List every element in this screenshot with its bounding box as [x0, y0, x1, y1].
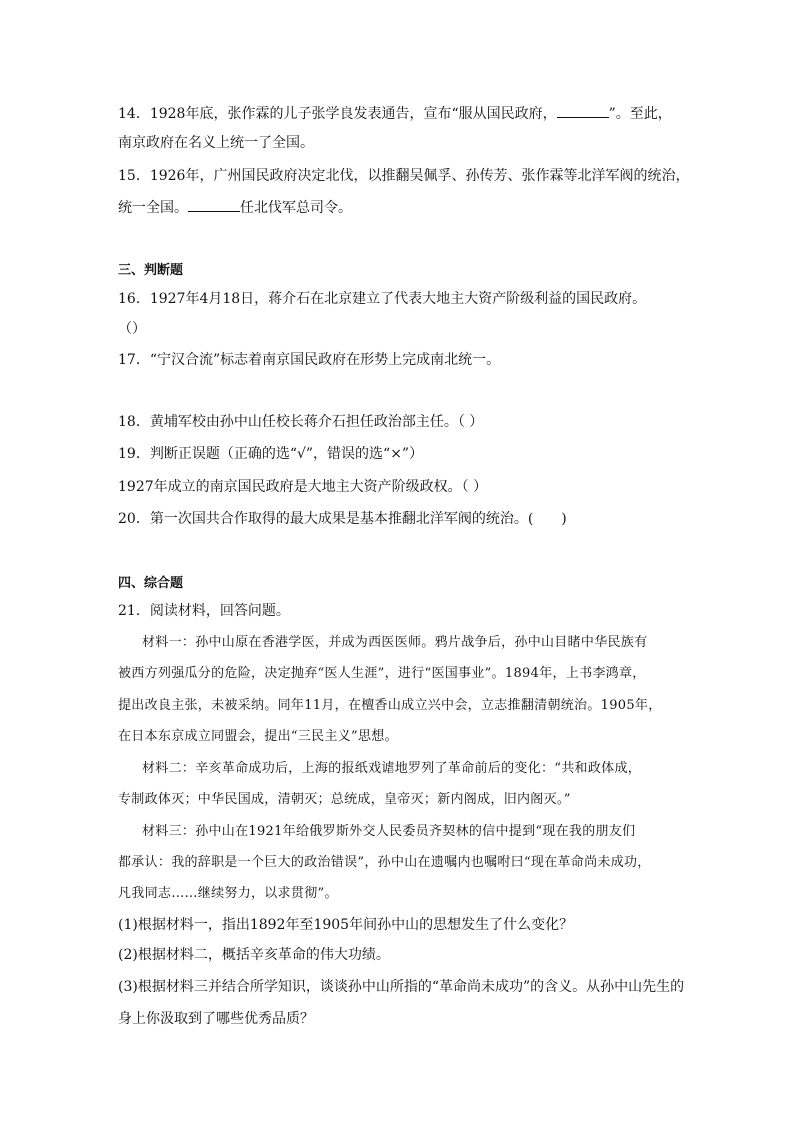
answer-blank-14[interactable] — [557, 104, 609, 118]
question-15-text-a: 统一全国。 — [118, 200, 188, 216]
question-14-line-1 — [118, 104, 672, 123]
material-3-line-2: 都承认：我的辞职是一个巨大的政治错误”，孙中山在遗嘱内也嘱咐曰“现在革命尚未成功， — [118, 855, 651, 870]
question-16-line-1: 16．1927年4月18日，蒋介石在北京建立了代表大地主大资产阶级利益的国民政府。 — [118, 291, 647, 307]
sub-question-1: (1)根据材料一，指出1892年至1905年间孙中山的思想发生了什么变化？ — [118, 917, 574, 933]
material-1-line-2: 被西方列强瓜分的危险，决定抛弃“医人生涯”，进行“医国事业”。1894年，上书李鸿章， — [118, 666, 646, 681]
question-18: 18．黄埔军校由孙中山任校长蒋介石担任政治部主任。（ ） — [118, 414, 484, 430]
material-1-line-1: 材料一：孙中山原在香港学医，并成为西医医师。鸦片战争后，孙中山目睹中华民族有 — [142, 635, 648, 650]
question-14-text-a: 14．1928年底，张作霖的儿子张学良发表通告，宣布“服从国民政府， — [118, 106, 557, 122]
question-15-text-b: 任北伐军总司令。 — [240, 200, 352, 216]
question-14-line-2: 南京政府在名义上统一了全国。 — [118, 135, 314, 151]
material-2-line-2: 专制政体灭；中华民国成，清朝灭；总统成，皇帝灭；新内阁成，旧内阁灭。” — [118, 792, 571, 807]
question-14-text-b: ”。至此， — [608, 106, 672, 122]
question-15-line-1: 15．1926年，广州国民政府决定北伐，以推翻吴佩孚、孙传芳、张作霖等北洋军阀的统治， — [118, 168, 690, 184]
section-4-heading: 四、综合题 — [118, 576, 184, 591]
material-3-line-1: 材料三：孙中山在1921年给俄罗斯外交人民委员齐契林的信中提到“现在我的朋友们 — [142, 824, 636, 839]
sub-question-3-line-2: 身上你汲取到了哪些优秀品质？ — [118, 1011, 314, 1027]
question-19-statement: 1927年成立的南京国民政府是大地主大资产阶级政权。（ ） — [118, 479, 488, 495]
question-19: 19．判断正误题（正确的选“√”，错误的选“×”） — [118, 446, 424, 462]
sub-question-2: (2)根据材料二，概括辛亥革命的伟大功绩。 — [118, 947, 390, 963]
question-21: 21．阅读材料，回答问题。 — [118, 603, 290, 619]
question-16-line-2: （） — [118, 321, 146, 337]
answer-blank-15[interactable] — [188, 198, 240, 212]
worksheet-page — [118, 0, 688, 1123]
section-3-heading: 三、判断题 — [118, 263, 184, 278]
sub-question-3-line-1: (3)根据材料三并结合所学知识，谈谈孙中山所指的“革命尚未成功”的含义。从孙中山先生的 — [118, 979, 685, 995]
material-1-line-3: 提出改良主张，未被采纳。同年11月，在檀香山成立兴中会，立志推翻清朝统治。1905年， — [118, 698, 662, 713]
material-1-line-4: 在日本东京成立同盟会，提出“三民主义”思想。 — [118, 729, 398, 744]
question-20: 20．第一次国共合作取得的最大成果是基本推翻北洋军阀的统治。( ) — [118, 511, 567, 527]
material-3-line-3: 凡我同志……继续努力，以求贯彻”。 — [118, 886, 338, 901]
question-17: 17．“宁汉合流”标志着南京国民政府在形势上完成南北统一。 — [118, 352, 501, 368]
material-2-line-1: 材料二：辛亥革命成功后，上海的报纸戏谑地罗列了革命前后的变化：“共和政体成， — [142, 761, 642, 776]
question-15-line-2 — [118, 198, 352, 217]
